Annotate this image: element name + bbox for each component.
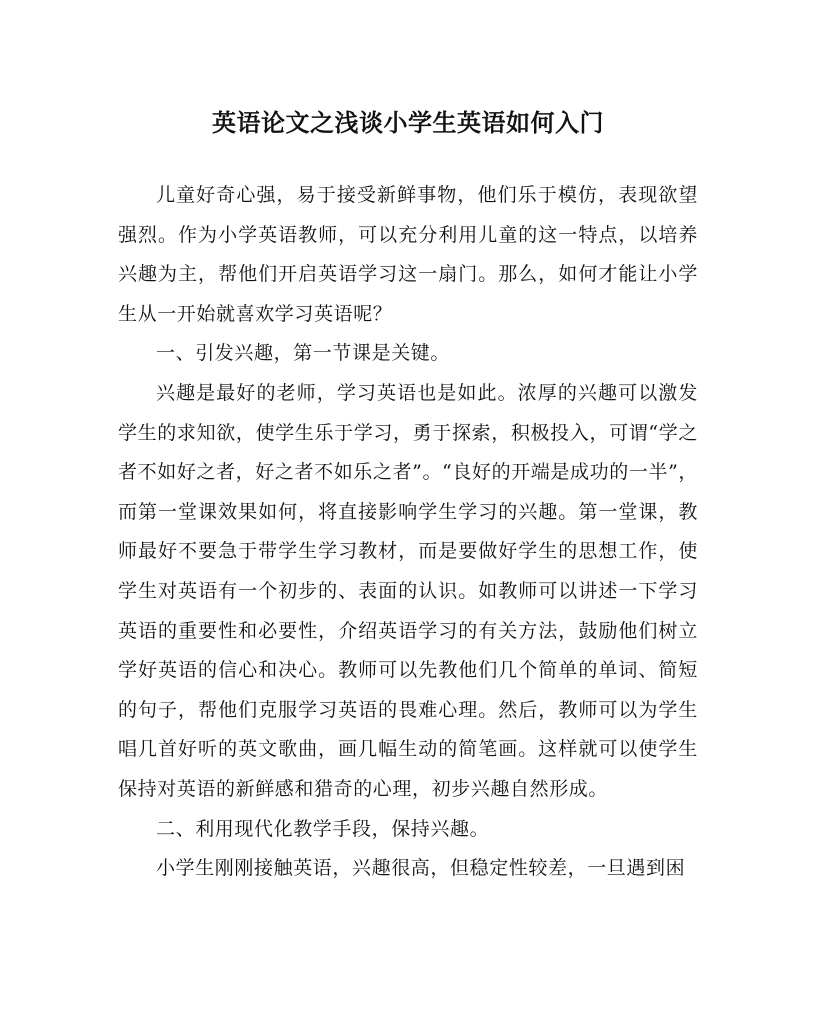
paragraph-section-1: 兴趣是最好的老师，学习英语也是如此。浓厚的兴趣可以激发学生的求知欲，使学生乐于学习，勇于探索，积极投入，可谓“学之者不如好之者，好之者不如乐之者”。“良好的开端是成功的一半”，而第一堂课效果如何，将直接影响学生学习的兴趣。第一堂课，教师最好不要急于带学生学习教材，而是要做好学生的思想工作，使学生对英语有一个初步的、表面的认识。如教师可以讲述一下学习英语的重要性和必要性，介绍英语学习的有关方法，鼓励他们树立学好英语的信心和决心。教师可以先教他们几个简单的单词、简短的句子，帮他们克服学习英语的畏难心理。然后，教师可以为学生唱几首好听的英文歌曲，画几幅生动的简笔画。这样就可以使学生保持对英语的新鲜感和猎奇的心理，初步兴趣自然形成。 [118, 381, 698, 800]
document-body [118, 176, 698, 889]
section-heading-2: 二、利用现代化教学手段，保持兴趣。 [156, 817, 490, 840]
paragraph-intro: 儿童好奇心强，易于接受新鲜事物，他们乐于模仿，表现欲望强烈。作为小学英语教师，可以充分利用儿童的这一特点，以培养兴趣为主，帮他们开启英语学习这一扇门。那么，如何才能让小学生从一开始就喜欢学习英语呢？ [118, 184, 698, 325]
document-title: 英语论文之浅谈小学生英语如何入门 [212, 108, 604, 137]
section-heading-1: 一、引发兴趣，第一节课是关键。 [156, 342, 451, 365]
paragraph-section-2: 小学生刚刚接触英语，兴趣很高，但稳定性较差，一旦遇到困 [156, 857, 686, 880]
